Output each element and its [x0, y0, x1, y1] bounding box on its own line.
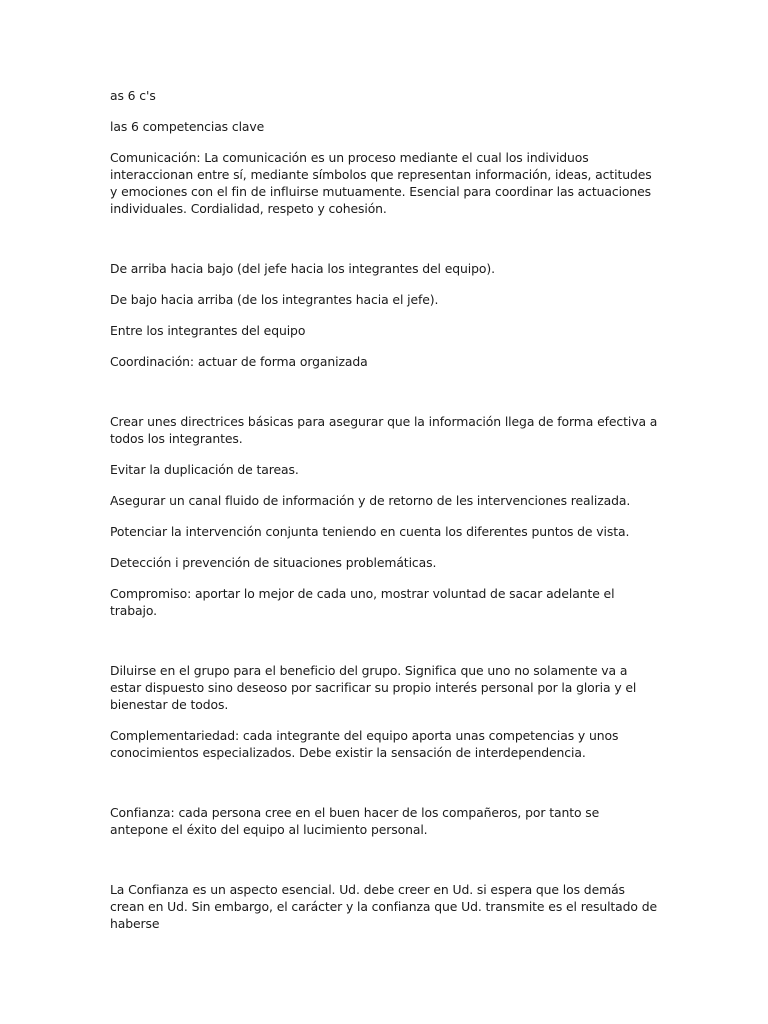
- paragraph: La Confianza es un aspecto esencial. Ud. debe creer en Ud. si espera que los demás crean en Ud. Sin embargo, el carácter y la confianza que Ud. transmite es el resultado de haberse: [110, 882, 658, 931]
- paragraph-confianza: Confianza: cada persona cree en el buen hacer de los compañeros, por tanto se antepone el éxito del equipo al lucimiento personal.: [110, 805, 600, 837]
- document-body: [110, 87, 658, 946]
- paragraph: Entre los integrantes del equipo: [110, 323, 306, 338]
- blank-line: [110, 633, 658, 662]
- paragraph: Crear unes directrices básicas para asegurar que la información llega de forma efectiva a todos los integrantes.: [110, 414, 658, 446]
- blank-line: [110, 384, 658, 413]
- blank-line: [110, 775, 658, 804]
- blank-line: [110, 231, 658, 260]
- paragraph: Detección i prevención de situaciones problemáticas.: [110, 555, 437, 570]
- paragraph: Asegurar un canal fluido de información y de retorno de les intervenciones realizada.: [110, 493, 631, 508]
- paragraph: Evitar la duplicación de tareas.: [110, 462, 299, 477]
- paragraph: De bajo hacia arriba (de los integrantes hacia el jefe).: [110, 292, 439, 307]
- paragraph-coordinacion: Coordinación: actuar de forma organizada: [110, 354, 368, 369]
- paragraph: Diluirse en el grupo para el beneficio del grupo. Significa que uno no solamente va a estar dispuesto sino deseoso por sacrificar su propio interés personal por la gloria y el bienestar de todos.: [110, 663, 637, 712]
- paragraph: De arriba hacia bajo (del jefe hacia los integrantes del equipo).: [110, 261, 495, 276]
- paragraph-complementariedad: Complementariedad: cada integrante del equipo aporta unas competencias y unos conocimientos especializados. Debe existir la sensación de interdependencia.: [110, 728, 619, 760]
- heading-fragment: as 6 c's: [110, 88, 156, 103]
- subheading: las 6 competencias clave: [110, 119, 265, 134]
- paragraph-comunicacion: Comunicación: La comunicación es un proceso mediante el cual los individuos interaccionan entre sí, mediante símbolos que representan información, ideas, actitudes y emociones con el fin de influirse mutuamente. Esencial para coordinar las actuaciones individuales. Cordialidad, respeto y cohesión.: [110, 150, 652, 216]
- blank-line: [110, 852, 658, 881]
- paragraph: Potenciar la intervención conjunta teniendo en cuenta los diferentes puntos de vista.: [110, 524, 630, 539]
- paragraph-compromiso: Compromiso: aportar lo mejor de cada uno, mostrar voluntad de sacar adelante el trabajo.: [110, 586, 615, 618]
